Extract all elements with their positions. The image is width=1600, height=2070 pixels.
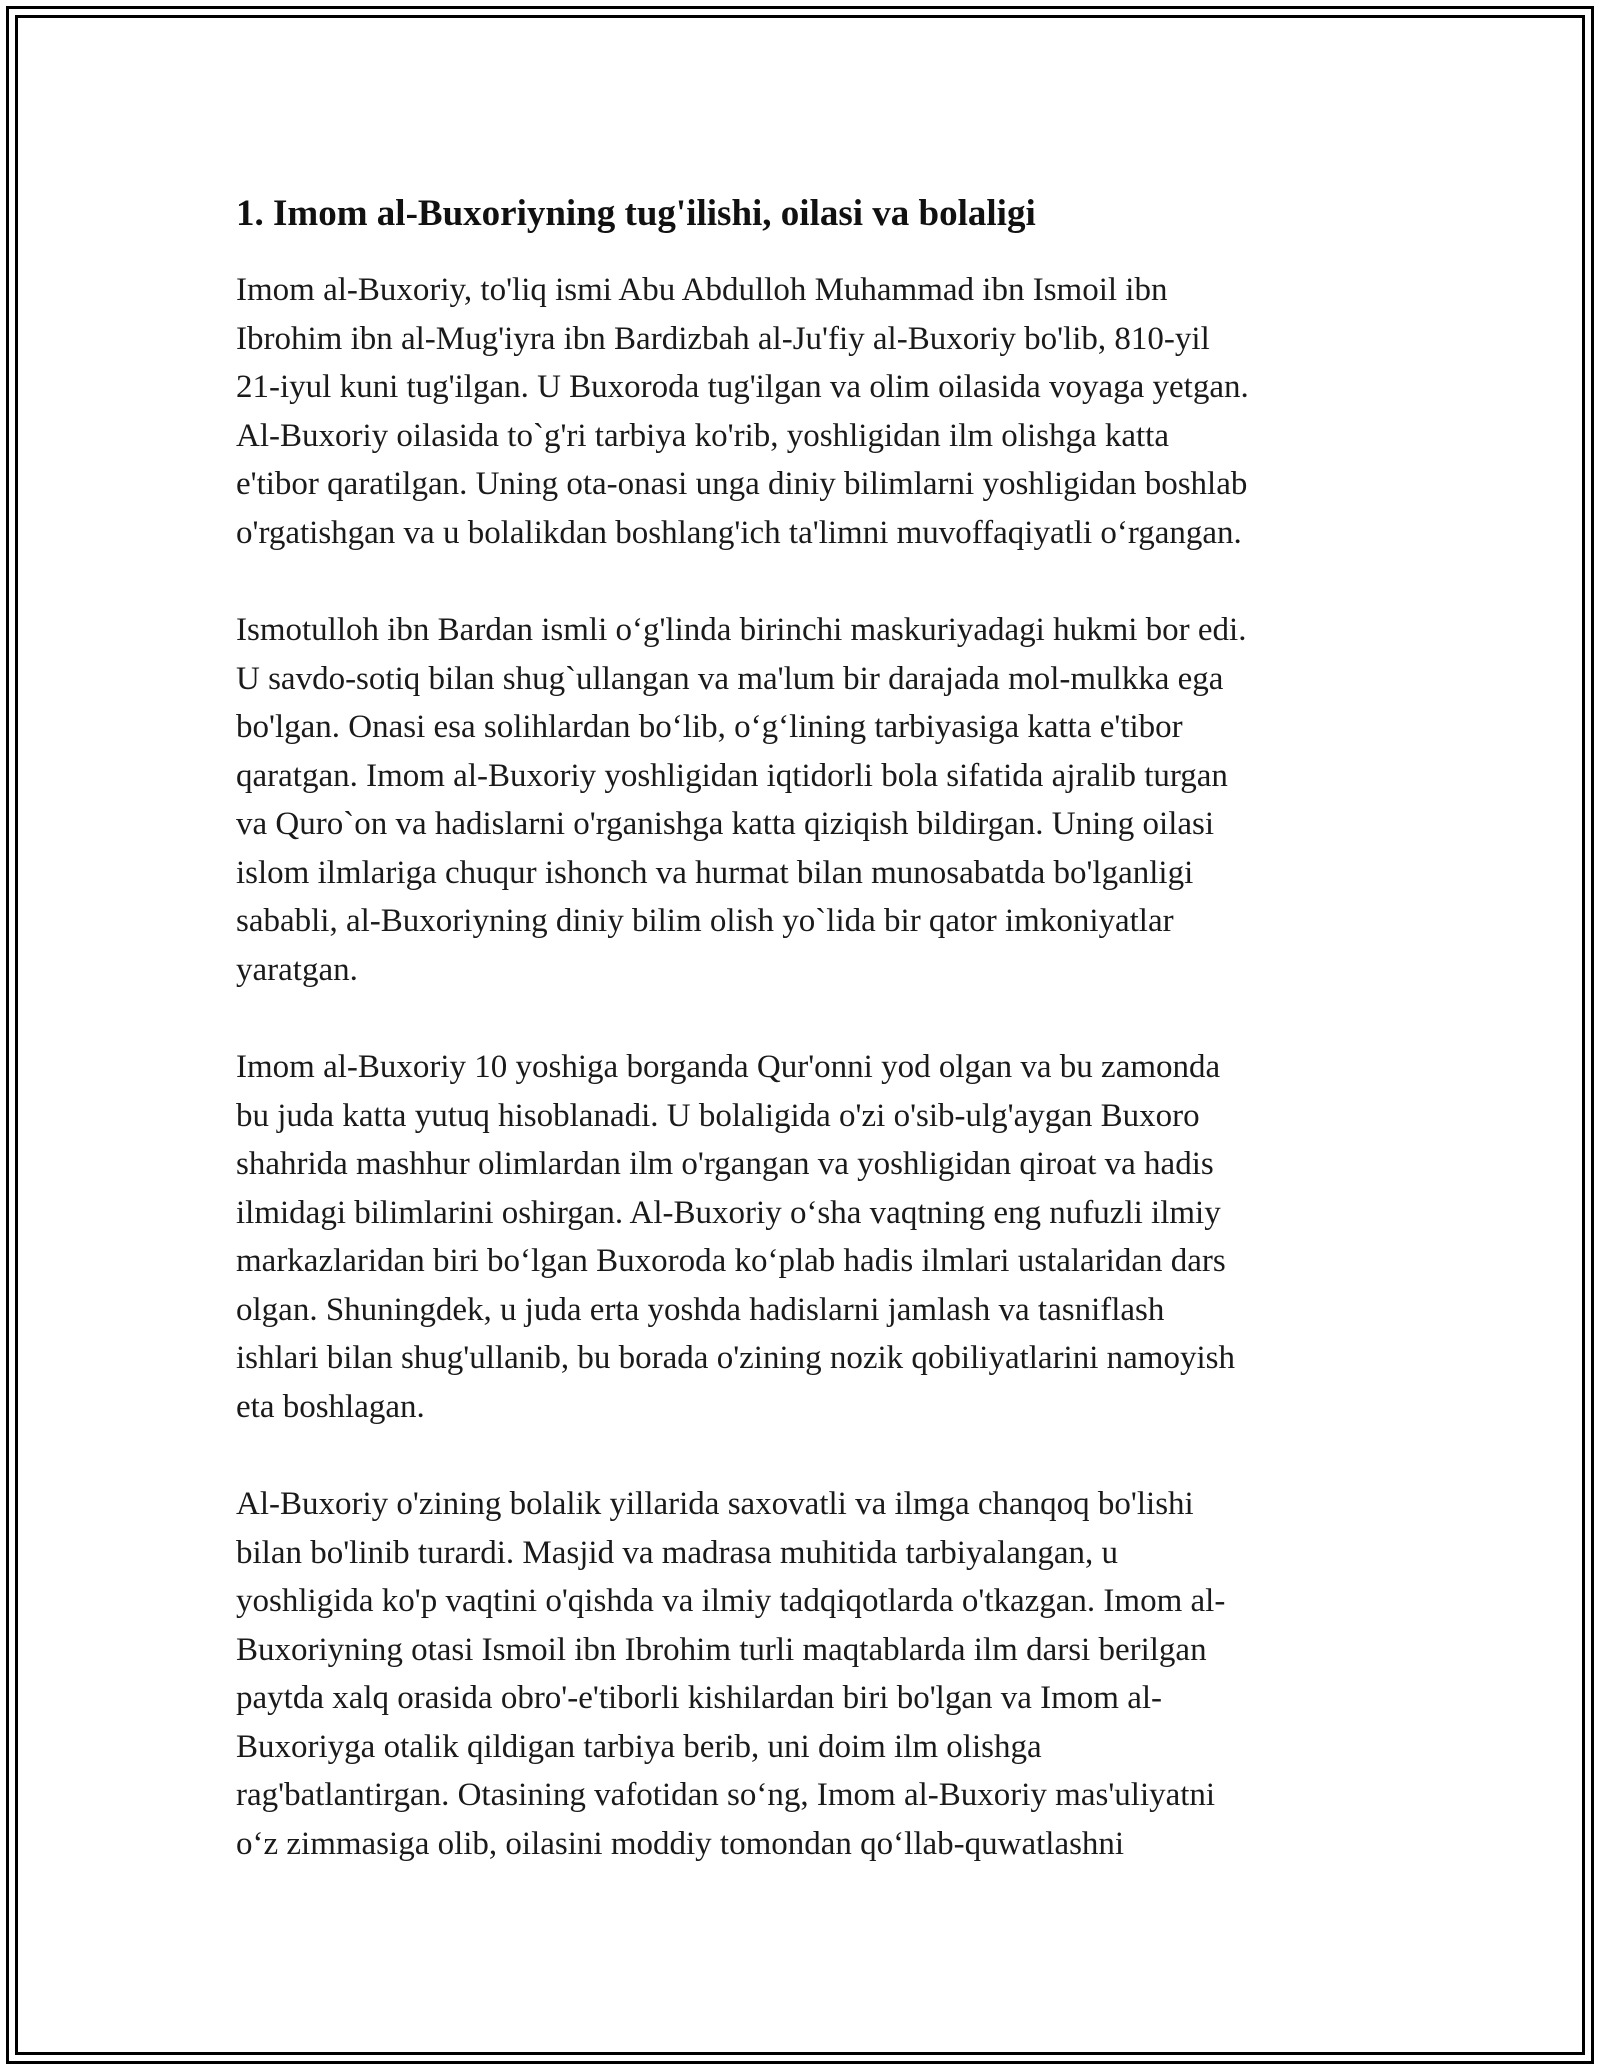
- paragraph-early-learning: Imom al-Buxoriy 10 yoshiga borganda Qur'onni yod olgan va bu zamonda bu juda katta yutuq hisoblanadi. U bolaligida o'zi o'sib-ulg'aygan Buxoro shahrida mashhur olimlardan ilm o'rgangan va yoshligidan qiroat va hadis ilmidagi bilimlarini oshirgan. Al-Buxoriy o‘sha vaqtning eng nufuzli ilmiy markazlaridan biri bo‘lgan Buxoroda ko‘plab hadis ilmlari ustalaridan dars olgan. Shuningdek, u juda erta yoshda hadislarni jamlash va tasniflash ishlari bilan shug'ullanib, bu borada o'zining nozik qobiliyatlarini namoyish eta boshlagan.: [236, 1049, 1235, 1425]
- paragraph-parents: Ismotulloh ibn Bardan ismli o‘g'linda birinchi maskuriyadagi hukmi bor edi. U savdo-sotiq bilan shug`ullangan va ma'lum bir darajada mol-mulkka ega bo'lgan. Onasi esa solihlardan bo‘lib, o‘g‘lining tarbiyasiga katta e'tibor qaratgan. Imom al-Buxoriy yoshligidan iqtidorli bola sifatida ajralib turgan va Quro`on va hadislarni o'rganishga katta qiziqish bildirgan. Uning oilasi islom ilmlariga chuqur ishonch va hurmat bilan munosabatda bo'lganligi sababli, al-Buxoriyning diniy bilim olish yo`lida bir qator imkoniyatlar yaratgan.: [236, 612, 1247, 988]
- document-body: [236, 190, 1366, 1917]
- paragraph-birth-family: Imom al-Buxoriy, to'liq ismi Abu Abdulloh Muhammad ibn Ismoil ibn Ibrohim ibn al-Mug'iyra ibn Bardizbah al-Ju'fiy al-Buxoriy bo'lib, 810-yil 21-iyul kuni tug'ilgan. U Buxoroda tug'ilgan va olim oilasida voyaga yetgan. Al-Buxoriy oilasida to`g'ri tarbiya ko'rib, yoshligidan ilm olishga katta e'tibor qaratilgan. Uning ota-onasi unga diniy bilimlarni yoshligidan boshlab o'rgatishgan va u bolalikdan boshlang'ich ta'limni muvoffaqiyatli o‘rgangan.: [236, 272, 1249, 551]
- section-heading: 1. Imom al-Buxoriyning tug'ilishi, oilasi va bolaligi: [236, 193, 1036, 234]
- paragraph-childhood-years: Al-Buxoriy o'zining bolalik yillarida saxovatli va ilmga chanqoq bo'lishi bilan bo'linib turardi. Masjid va madrasa muhitida tarbiyalangan, u yoshligida ko'p vaqtini o'qishda va ilmiy tadqiqotlarda o'tkazgan. Imom al- Buxoriyning otasi Ismoil ibn Ibrohim turli maqtablarda ilm darsi berilgan paytda xalq orasida obro'-e'tiborli kishilardan biri bo'lgan va Imom al- Buxoriyga otalik qildigan tarbiya berib, uni doim ilm olishga rag'batlantirgan. Otasining vafotidan so‘ng, Imom al-Buxoriy mas'uliyatni o‘z zimmasiga olib, oilasini moddiy tomondan qo‘llab-quwatlashni: [236, 1486, 1226, 1862]
